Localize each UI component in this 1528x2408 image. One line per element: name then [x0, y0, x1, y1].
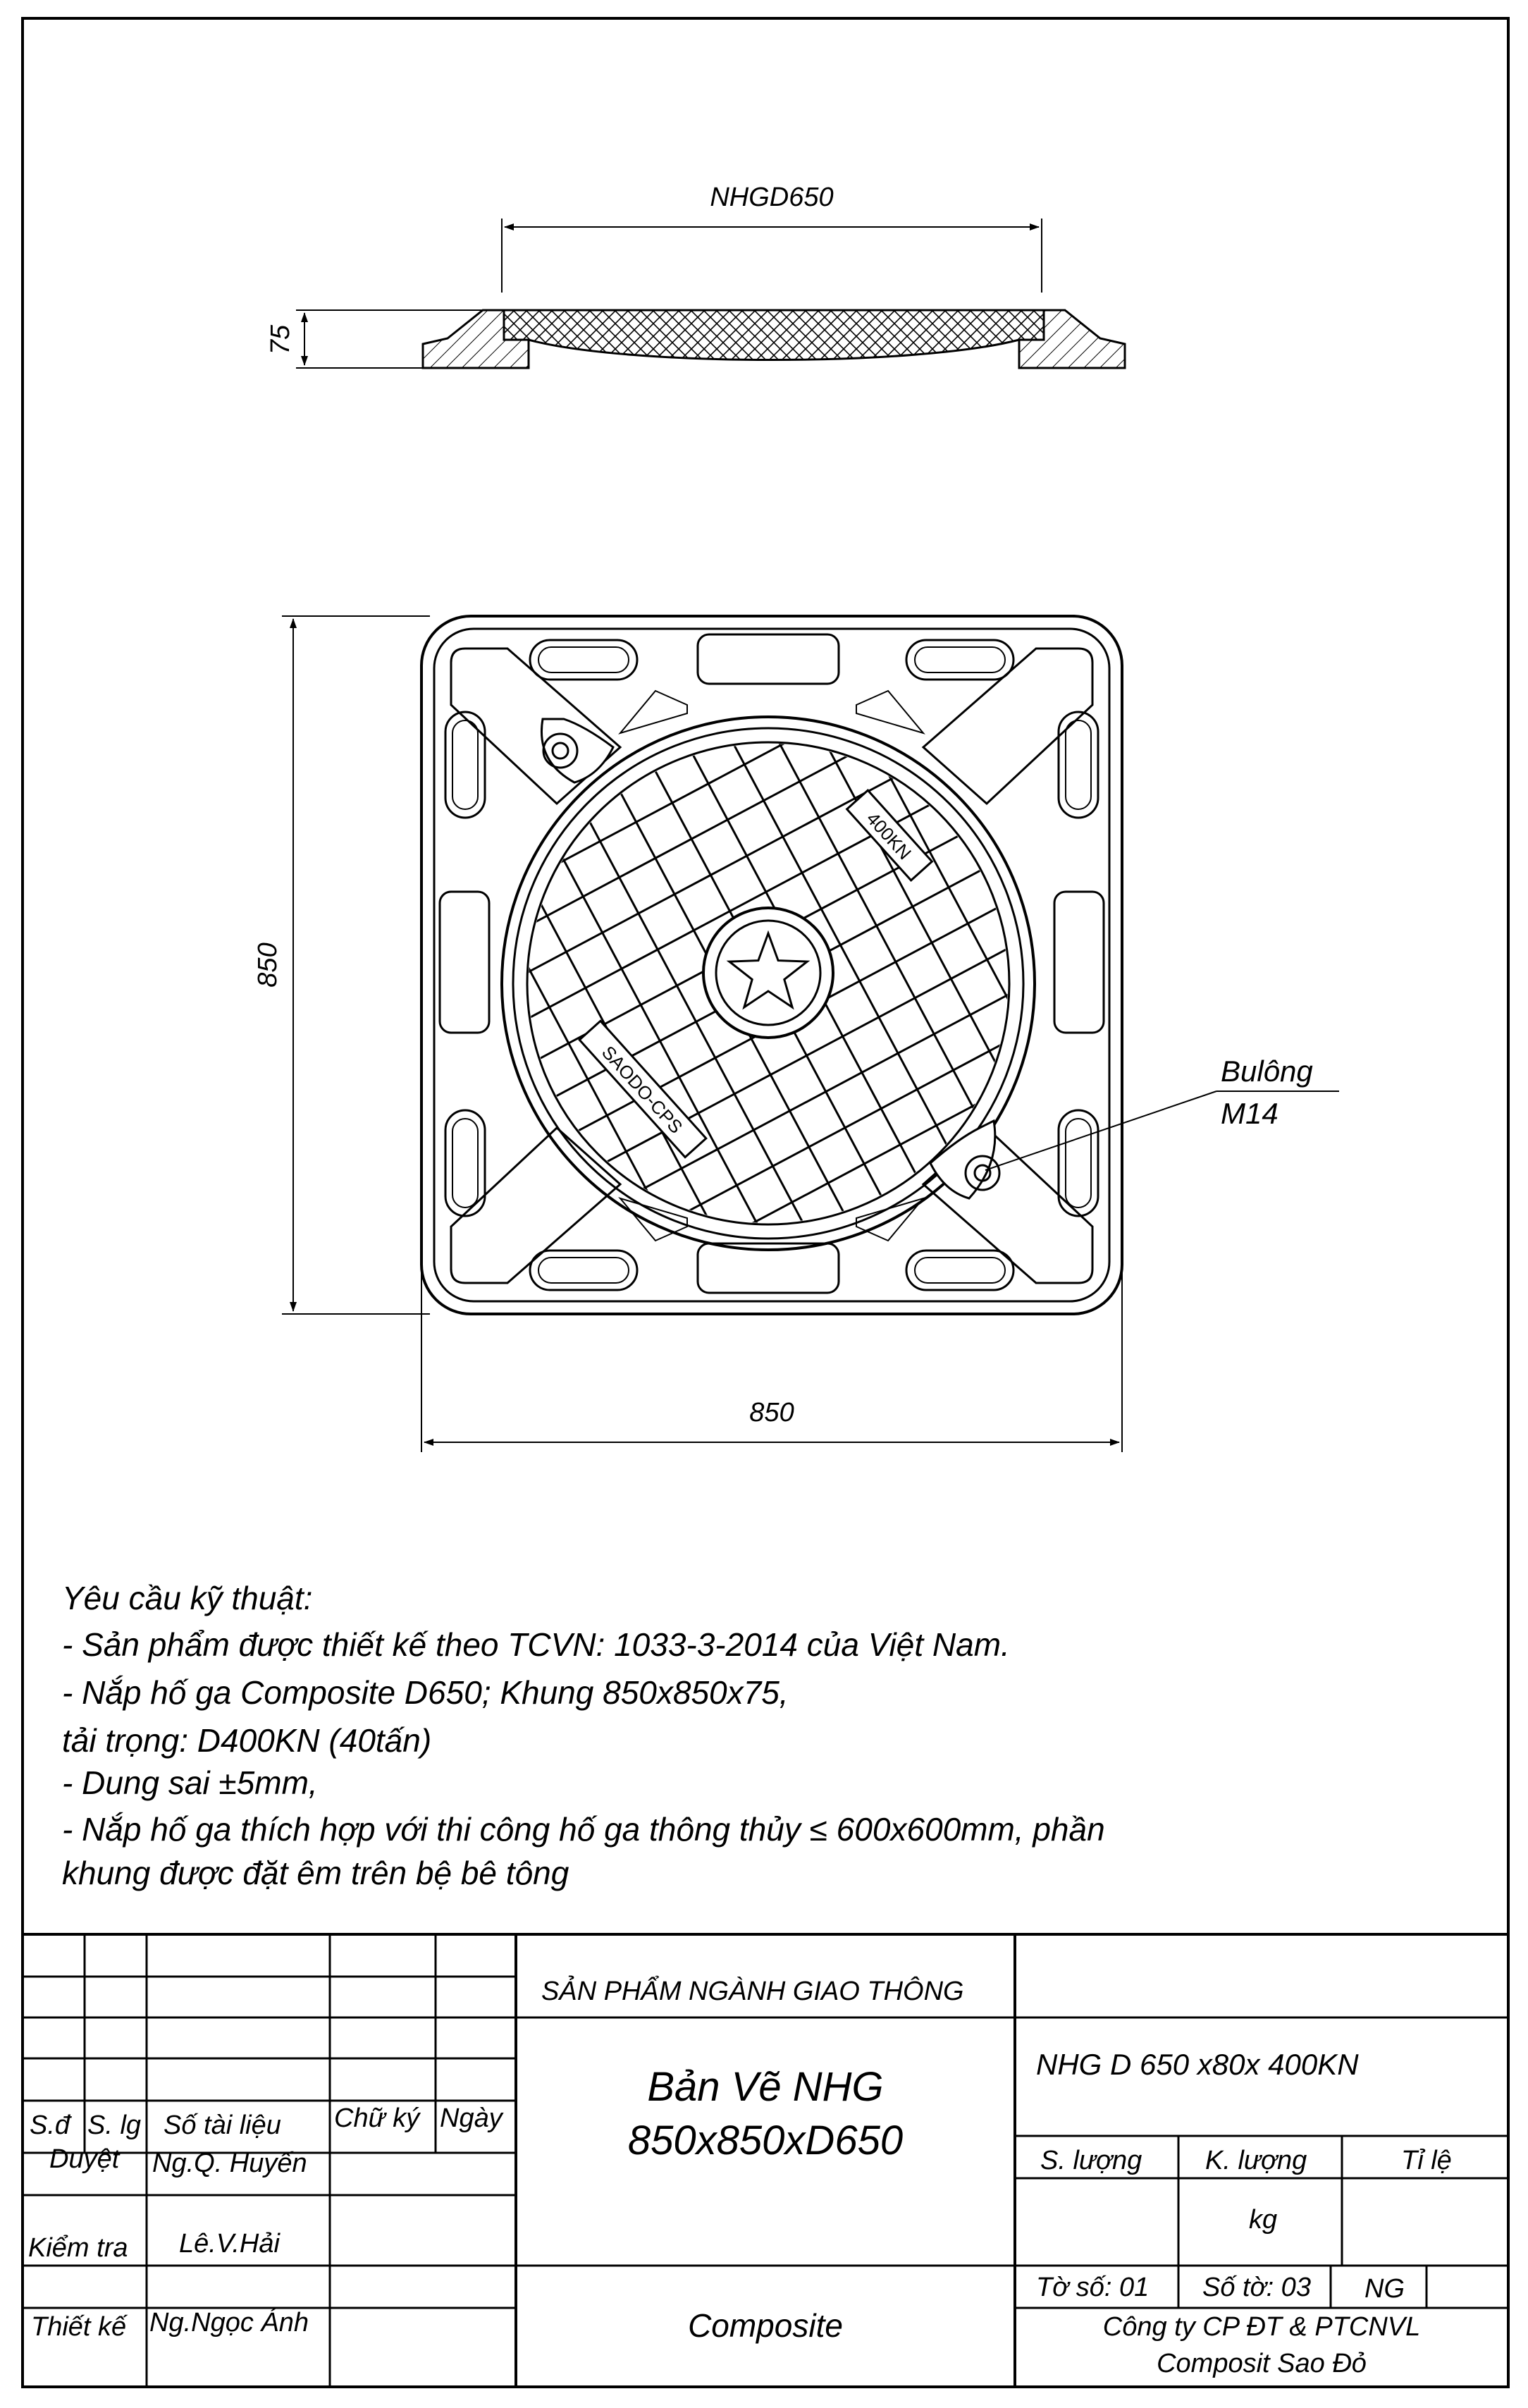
tb-sheet-ng: NG [1364, 2274, 1405, 2304]
slot-top-right-inner [915, 647, 1005, 672]
tb-scale-label: Tỉ lệ [1401, 2146, 1452, 2175]
tb-checked-name: Lê.V.Hải [179, 2229, 280, 2259]
lattice-rib [832, 582, 1137, 1154]
slot-right-top-inner [1066, 720, 1091, 809]
tb-weight-label: K. lượng [1205, 2146, 1307, 2175]
section-view [266, 183, 1125, 368]
slot-left-top [445, 712, 485, 818]
plan-vdim-label: 850 [253, 942, 283, 988]
slot-bottom-right-inner [915, 1258, 1005, 1283]
bolt-label-2: M14 [1221, 1097, 1279, 1130]
requirements-line-1: - Sản phẩm được thiết kế theo TCVN: 1033-3-2014 của Việt Nam. [62, 1626, 1010, 1663]
lattice-rib [327, 851, 631, 1423]
tb-title-2: 850x850xD650 [627, 2118, 904, 2163]
tb-qty-label: S. lượng [1040, 2146, 1142, 2175]
lattice-rib [559, 976, 1131, 1280]
cover-section [504, 310, 1044, 360]
tb-title-1: Bản Vẽ NHG [647, 2064, 884, 2110]
pocket-top-b [856, 691, 923, 733]
lattice-rib [655, 1156, 1227, 1461]
tb-col-sd: S.đ [30, 2111, 70, 2140]
tb-code: NHG D 650 x80x 400KN [1036, 2048, 1359, 2081]
tb-designed-label: Thiết kế [31, 2312, 127, 2342]
requirements-line-2: - Nắp hố ga Composite D650; Khung 850x850x75, [62, 1674, 789, 1711]
slot-right-bottom-inner [1066, 1119, 1091, 1208]
tb-approved-name: Ng.Q. Huyến [152, 2149, 307, 2178]
plan-hdim-label: 850 [749, 1398, 794, 1427]
slot-top-right [906, 640, 1013, 680]
pocket-top-a [620, 691, 687, 733]
tb-col-doc: Số tài liệu [164, 2111, 281, 2140]
slot-left-top-inner [452, 720, 478, 809]
slot-left-bottom-inner [452, 1119, 478, 1208]
tb-approved-label: Duyệt [49, 2144, 120, 2174]
slot-right-top [1059, 712, 1098, 818]
tb-sheet-no: Tờ số: 01 [1036, 2273, 1150, 2302]
tb-weight-unit: kg [1249, 2205, 1278, 2235]
slot-right-mid [1054, 892, 1104, 1033]
tb-col-slg: S. lg [87, 2111, 142, 2140]
requirements-heading: Yêu cầu kỹ thuật: [62, 1580, 313, 1616]
lattice-rib [597, 1048, 1169, 1352]
tb-company-1: Công ty CP ĐT & PTCNVL [1102, 2312, 1421, 2342]
requirements-line-6: khung được đặt êm trên bệ bê tông [62, 1855, 569, 1891]
slot-top-left-inner [538, 647, 629, 672]
brand-plate-label: SAODO-CPS [597, 1041, 687, 1138]
requirements-line-5: - Nắp hố ga thích hợp với thi công hố ga thông thủy ≤ 600x600mm, phần [62, 1811, 1105, 1848]
load-plate [847, 790, 932, 880]
brand-plate [579, 1021, 706, 1157]
bolt-label-1: Bulông [1221, 1055, 1313, 1088]
tb-col-sign: Chữ ký [334, 2103, 420, 2133]
section-dim-label: NHGD650 [710, 183, 834, 212]
slot-bottom-right [906, 1251, 1013, 1290]
height-dim-label: 75 [266, 324, 295, 355]
tb-sheet-count: Số tờ: 03 [1202, 2273, 1311, 2302]
slot-top-left [530, 640, 637, 680]
slot-bottom-left [530, 1251, 637, 1290]
plan-view [253, 506, 1339, 1461]
lattice-rib [364, 831, 668, 1403]
tb-designed-name: Ng.Ngọc Ánh [149, 2308, 309, 2338]
lattice-rib [291, 870, 596, 1442]
requirements-line-4: - Dung sai ±5mm, [62, 1764, 318, 1801]
requirements-line-3: tải trọng: D400KN (40tấn) [62, 1722, 432, 1759]
slot-bottom-left-inner [538, 1258, 629, 1283]
lattice-rib [578, 1012, 1150, 1316]
tb-category: SẢN PHẨM NGÀNH GIAO THÔNG [541, 1977, 964, 2006]
sheet-border [23, 18, 1508, 2387]
tb-col-date: Ngày [440, 2103, 503, 2133]
tb-material: Composite [688, 2307, 843, 2344]
lattice-rib [328, 542, 901, 847]
slot-top-mid [698, 634, 839, 684]
bolt-leader [985, 1091, 1216, 1170]
tb-company-2: Composit Sao Đỏ [1157, 2349, 1367, 2378]
slot-left-mid [440, 892, 489, 1033]
center-boss-outer [703, 908, 833, 1038]
load-plate-label: 400KN [862, 808, 916, 864]
tb-checked-label: Kiểm tra [28, 2233, 128, 2263]
